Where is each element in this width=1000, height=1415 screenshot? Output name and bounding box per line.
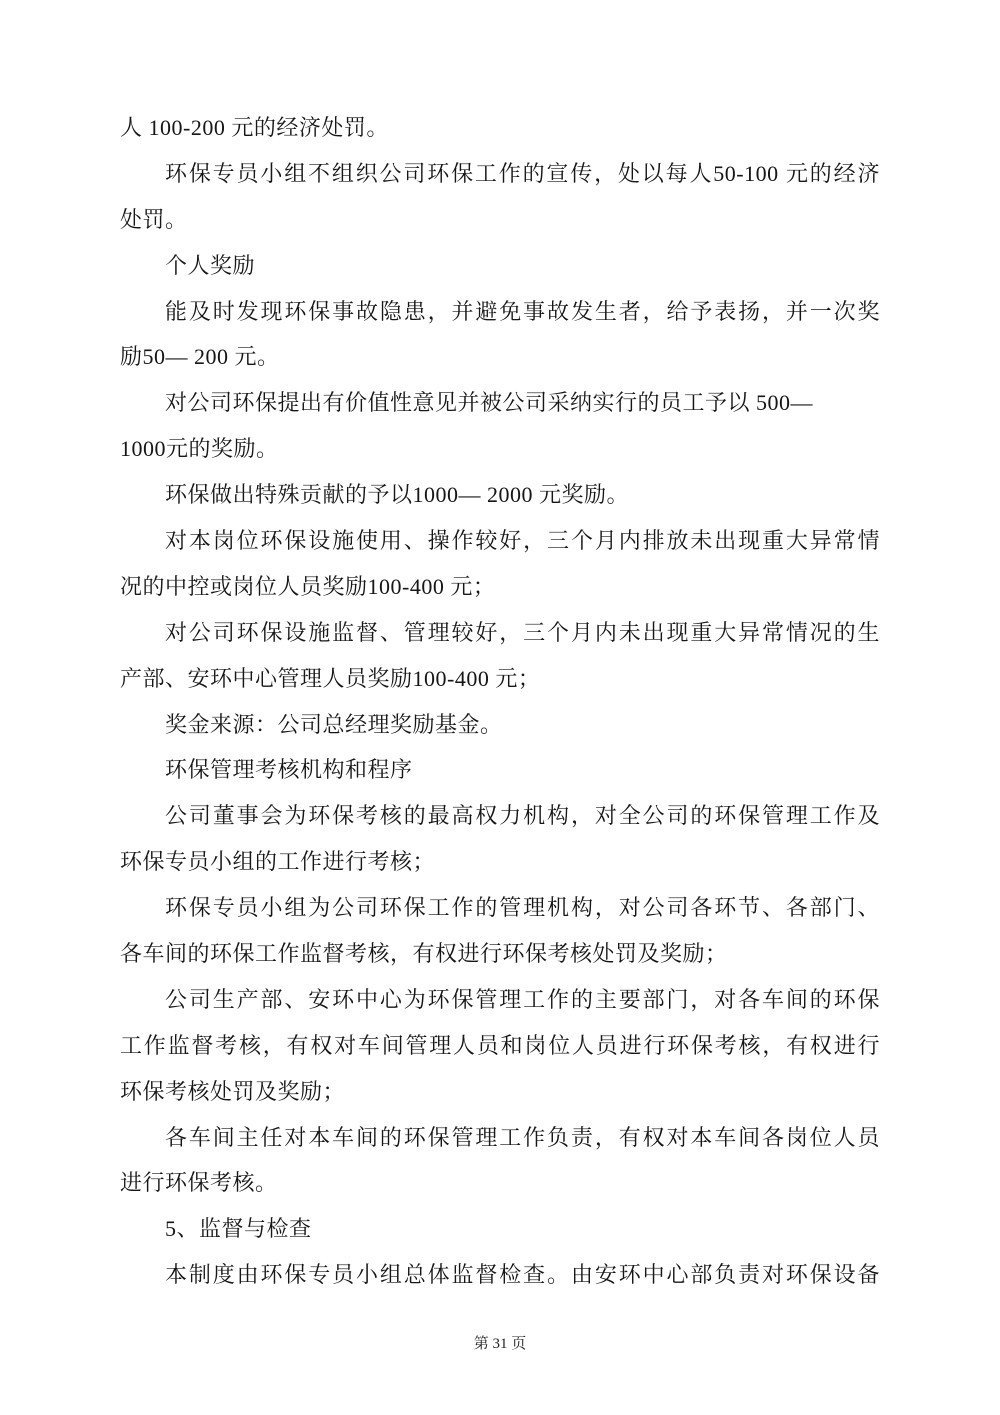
text-line: 环保专员小组的工作进行考核；	[120, 849, 436, 875]
text-line: 个人奖励	[165, 252, 256, 278]
text-line: 对本岗位环保设施使用、操作较好，三个月内排放未出现重大异常情	[165, 528, 880, 554]
text-line: 处罚。	[120, 206, 188, 232]
text-line: 环保专员小组为公司环保工作的管理机构，对公司各环节、各部门、	[165, 895, 880, 921]
text-line: 1000元的奖励。	[120, 436, 279, 462]
text-line: 环保做出特殊贡献的予以1000— 2000 元奖励。	[165, 482, 630, 508]
text-line: 对公司环保设施监督、管理较好，三个月内未出现重大异常情况的生	[165, 619, 880, 645]
text-line: 能及时发现环保事故隐患，并避免事故发生者，给予表扬，并一次奖	[165, 298, 880, 324]
text-line: 公司生产部、安环中心为环保管理工作的主要部门，对各车间的环保	[165, 986, 880, 1012]
text-line: 产部、安环中心管理人员奖励100-400 元；	[120, 665, 541, 691]
text-line: 各车间主任对本车间的环保管理工作负责，有权对本车间各岗位人员	[165, 1124, 880, 1150]
page-number: 第 31 页	[473, 1336, 527, 1353]
text-line: 对公司环保提出有价值性意见并被公司采纳实行的员工予以 500—	[165, 390, 814, 416]
text-line: 励50— 200 元。	[120, 344, 280, 370]
text-line: 5、监督与检查	[165, 1216, 312, 1242]
text-line: 况的中控或岗位人员奖励100-400 元；	[120, 573, 496, 599]
text-line: 环保管理考核机构和程序	[165, 757, 413, 783]
text-line: 环保考核处罚及奖励；	[120, 1078, 346, 1104]
text-line: 公司董事会为环保考核的最高权力机构，对全公司的环保管理工作及	[165, 803, 880, 829]
text-line: 人 100-200 元的经济处罚。	[120, 115, 389, 140]
text-line: 工作监督考核，有权对车间管理人员和岗位人员进行环保考核，有权进行	[120, 1032, 880, 1058]
text-line: 各车间的环保工作监督考核，有权进行环保考核处罚及奖励；	[120, 941, 728, 967]
text-line: 环保专员小组不组织公司环保工作的宣传，处以每人50-100 元的经济	[165, 160, 880, 186]
text-line: 本制度由环保专员小组总体监督检查。由安环中心部负责对环保设备	[165, 1262, 880, 1288]
text-line: 奖金来源：公司总经理奖励基金。	[165, 711, 503, 737]
text-line: 进行环保考核。	[120, 1170, 278, 1196]
